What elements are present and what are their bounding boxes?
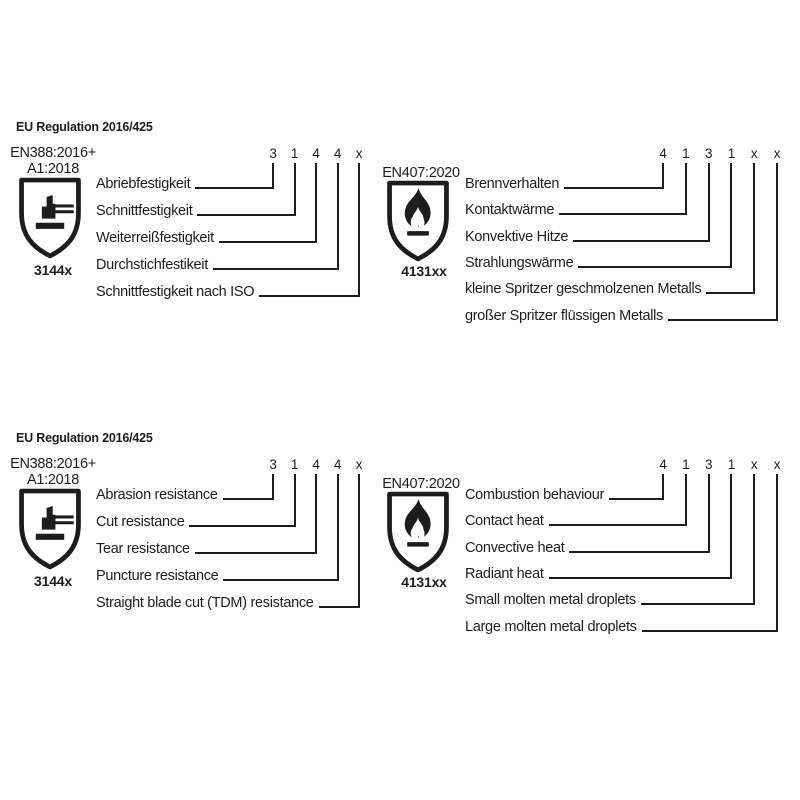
connector-line-vertical xyxy=(708,474,710,553)
connector-line-horizontal xyxy=(549,524,687,526)
rating-value: 1 xyxy=(290,146,299,161)
section-heading: EU Regulation 2016/425 xyxy=(16,120,153,134)
rating-value: 4 xyxy=(333,457,342,472)
rating-value: 3 xyxy=(269,146,277,161)
rating-value: 3 xyxy=(269,457,277,472)
rating-value: 4 xyxy=(312,146,320,161)
property-label: Tear resistance xyxy=(96,540,190,557)
connector-line-vertical xyxy=(776,474,778,632)
rating-value: 4 xyxy=(312,457,320,472)
standard-name: EN407:2020 xyxy=(382,165,460,181)
en407-shield-icon xyxy=(384,490,452,574)
rating-value: 4 xyxy=(333,146,342,161)
connector-line-horizontal xyxy=(609,498,664,500)
rating-value: 1 xyxy=(682,146,690,161)
property-label: Konvektive Hitze xyxy=(465,228,569,245)
property-label: Large molten metal droplets xyxy=(465,618,637,635)
property-label: Abriebfestigkeit xyxy=(96,175,191,192)
property-label: Durchstichfestikeit xyxy=(96,257,208,274)
property-label: Contact heat xyxy=(465,513,544,530)
rating-value: x xyxy=(355,457,363,472)
standard-name: EN388:2016+ xyxy=(10,456,96,472)
rating-value: 4 xyxy=(659,457,667,472)
property-label: Puncture resistance xyxy=(96,568,219,585)
rating-value: x xyxy=(750,457,758,472)
connector-line-horizontal xyxy=(642,630,778,632)
property-label: Small molten metal droplets xyxy=(465,592,636,609)
rating-code: 3144x xyxy=(34,262,72,278)
standard-name: A1:2018 xyxy=(27,472,79,488)
section-heading: EU Regulation 2016/425 xyxy=(16,431,153,445)
property-label: Schnittfestigkeit xyxy=(96,202,193,219)
standard-name: EN388:2016+ xyxy=(10,145,96,161)
property-label: Kontaktwärme xyxy=(465,202,555,219)
connector-line-vertical xyxy=(662,474,664,500)
connector-line-vertical xyxy=(685,474,687,526)
connector-line-horizontal xyxy=(549,577,732,579)
rating-code: 4131xx xyxy=(401,263,447,279)
rating-value: 1 xyxy=(290,457,299,472)
standard-name: EN407:2020 xyxy=(382,476,460,492)
rating-value: x xyxy=(773,146,781,161)
property-label: Straight blade cut (TDM) resistance xyxy=(96,595,314,612)
rating-value: 3 xyxy=(704,457,713,472)
property-label: Combustion behaviour xyxy=(465,487,605,503)
property-label: Weiterreißfestigkeit xyxy=(96,229,214,246)
property-label: Convective heat xyxy=(465,539,565,556)
property-label: Strahlungswärme xyxy=(465,254,574,271)
rating-code: 3144x xyxy=(34,573,72,589)
rating-value: x xyxy=(355,146,363,161)
rating-value: x xyxy=(773,457,781,472)
rating-value: x xyxy=(750,146,758,161)
property-label: Schnittfestigkeit nach ISO xyxy=(96,284,255,301)
property-label: kleine Spritzer geschmolzenen Metalls xyxy=(465,281,702,298)
property-label: Brennverhalten xyxy=(465,176,560,192)
property-label: Radiant heat xyxy=(465,565,544,582)
connector-line-horizontal xyxy=(641,603,755,605)
rating-value: 4 xyxy=(659,146,667,161)
property-label: großer Spritzer flüssigen Metalls xyxy=(465,307,664,324)
connector-line-vertical xyxy=(730,474,732,579)
rating-value: 3 xyxy=(704,146,713,161)
rating-value: 1 xyxy=(727,457,736,472)
property-label: Cut resistance xyxy=(96,513,185,530)
rating-code: 4131xx xyxy=(401,574,447,590)
connector-line-horizontal xyxy=(569,551,710,553)
connector-line-vertical xyxy=(753,474,755,605)
property-label: Abrasion resistance xyxy=(96,486,218,503)
rating-value: 1 xyxy=(727,146,736,161)
rating-value: 1 xyxy=(682,457,690,472)
standard-name: A1:2018 xyxy=(27,161,79,177)
